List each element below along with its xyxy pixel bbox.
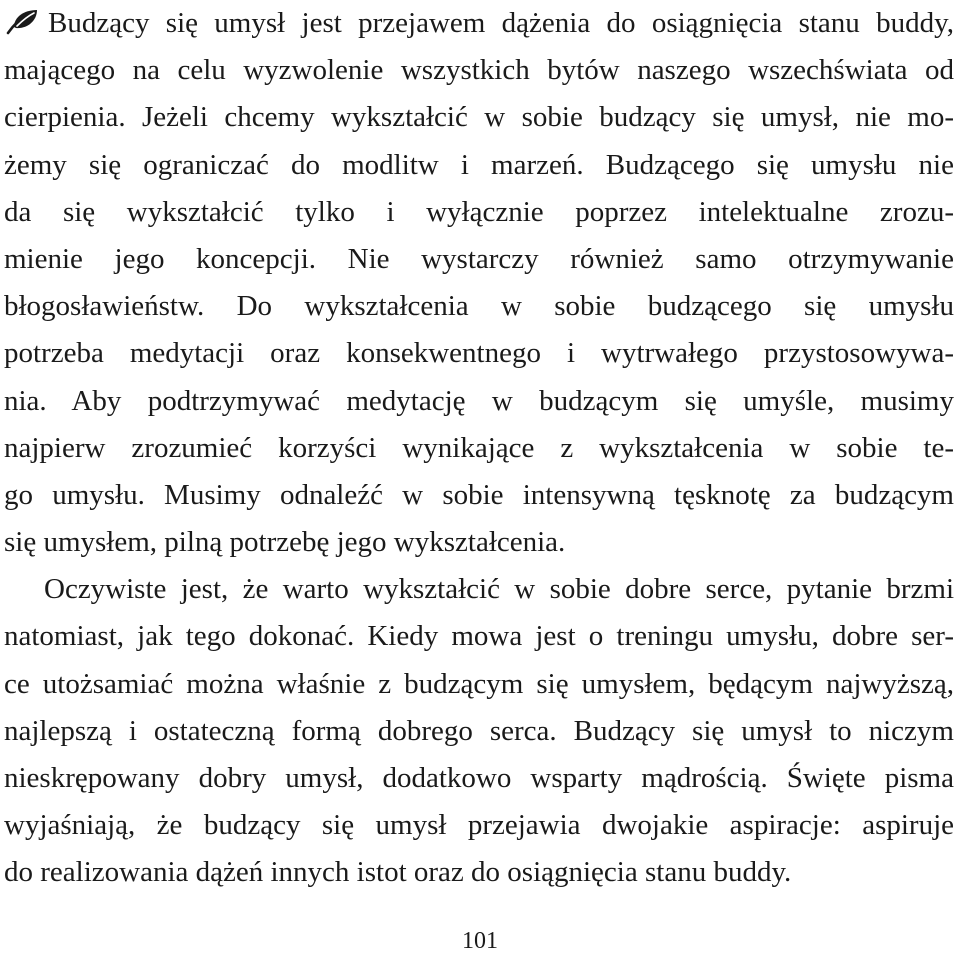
text-line: cierpienia. Jeżeli chcemy wykształcić w sobie budzący się umysł, nie mo-: [4, 101, 954, 134]
text-line: najpierw zrozumieć korzyści wynikające z wykształcenia w sobie te-: [4, 431, 954, 464]
leaf-icon: [4, 8, 40, 36]
paragraph-2: [4, 566, 954, 896]
text-line: żemy się ograniczać do modlitw i marzeń. Budzącego się umysłu nie: [4, 148, 954, 181]
text-line: nieskrępowany dobry umysł, dodatkowo wsparty mądrością. Święte pisma: [4, 762, 954, 794]
text-line: błogosławieństw. Do wykształcenia w sobie budzącego się umysłu: [4, 290, 954, 323]
text-line: potrzeba medytacji oraz konsekwentnego i wytrwałego przystosowywa-: [4, 337, 954, 370]
text-line-content: Budzący się umysł jest przejawem dążenia do osiągnięcia stanu buddy,: [48, 7, 954, 39]
paragraph-1: [4, 0, 954, 566]
page-number: 101: [462, 928, 498, 954]
text-line: się umysłem, pilną potrzebę jego wykształcenia.: [4, 526, 566, 559]
text-line: Oczywiste jest, że warto wykształcić w sobie dobre serce, pytanie brzmi: [44, 573, 954, 606]
text-line: natomiast, jak tego dokonać. Kiedy mowa jest o treningu umysłu, dobre ser-: [4, 620, 954, 653]
text-line: do realizowania dążeń innych istot oraz do osiągnięcia stanu buddy.: [4, 856, 792, 889]
text-line: [4, 0, 954, 47]
text-line: najlepszą i ostateczną formą dobrego serca. Budzący się umysł to niczym: [4, 714, 954, 747]
text-line: nia. Aby podtrzymywać medytację w budzącym się umyśle, musimy: [4, 384, 954, 417]
text-line: ce utożsamiać można właśnie z budzącym się umysłem, będącym najwyższą,: [4, 667, 954, 700]
text-line: mającego na celu wyzwolenie wszystkich bytów naszego wszechświata od: [4, 54, 954, 87]
text-line: go umysłu. Musimy odnaleźć w sobie intensywną tęsknotę za budzącym: [4, 478, 954, 511]
text-line: da się wykształcić tylko i wyłącznie poprzez intelektualne zrozu-: [4, 195, 954, 228]
body-text: [4, 0, 954, 897]
text-line: wyjaśniają, że budzący się umysł przejawia dwojakie aspiracje: aspiruje: [4, 809, 954, 842]
text-line: mienie jego koncepcji. Nie wystarczy również samo otrzymywanie: [4, 242, 954, 275]
